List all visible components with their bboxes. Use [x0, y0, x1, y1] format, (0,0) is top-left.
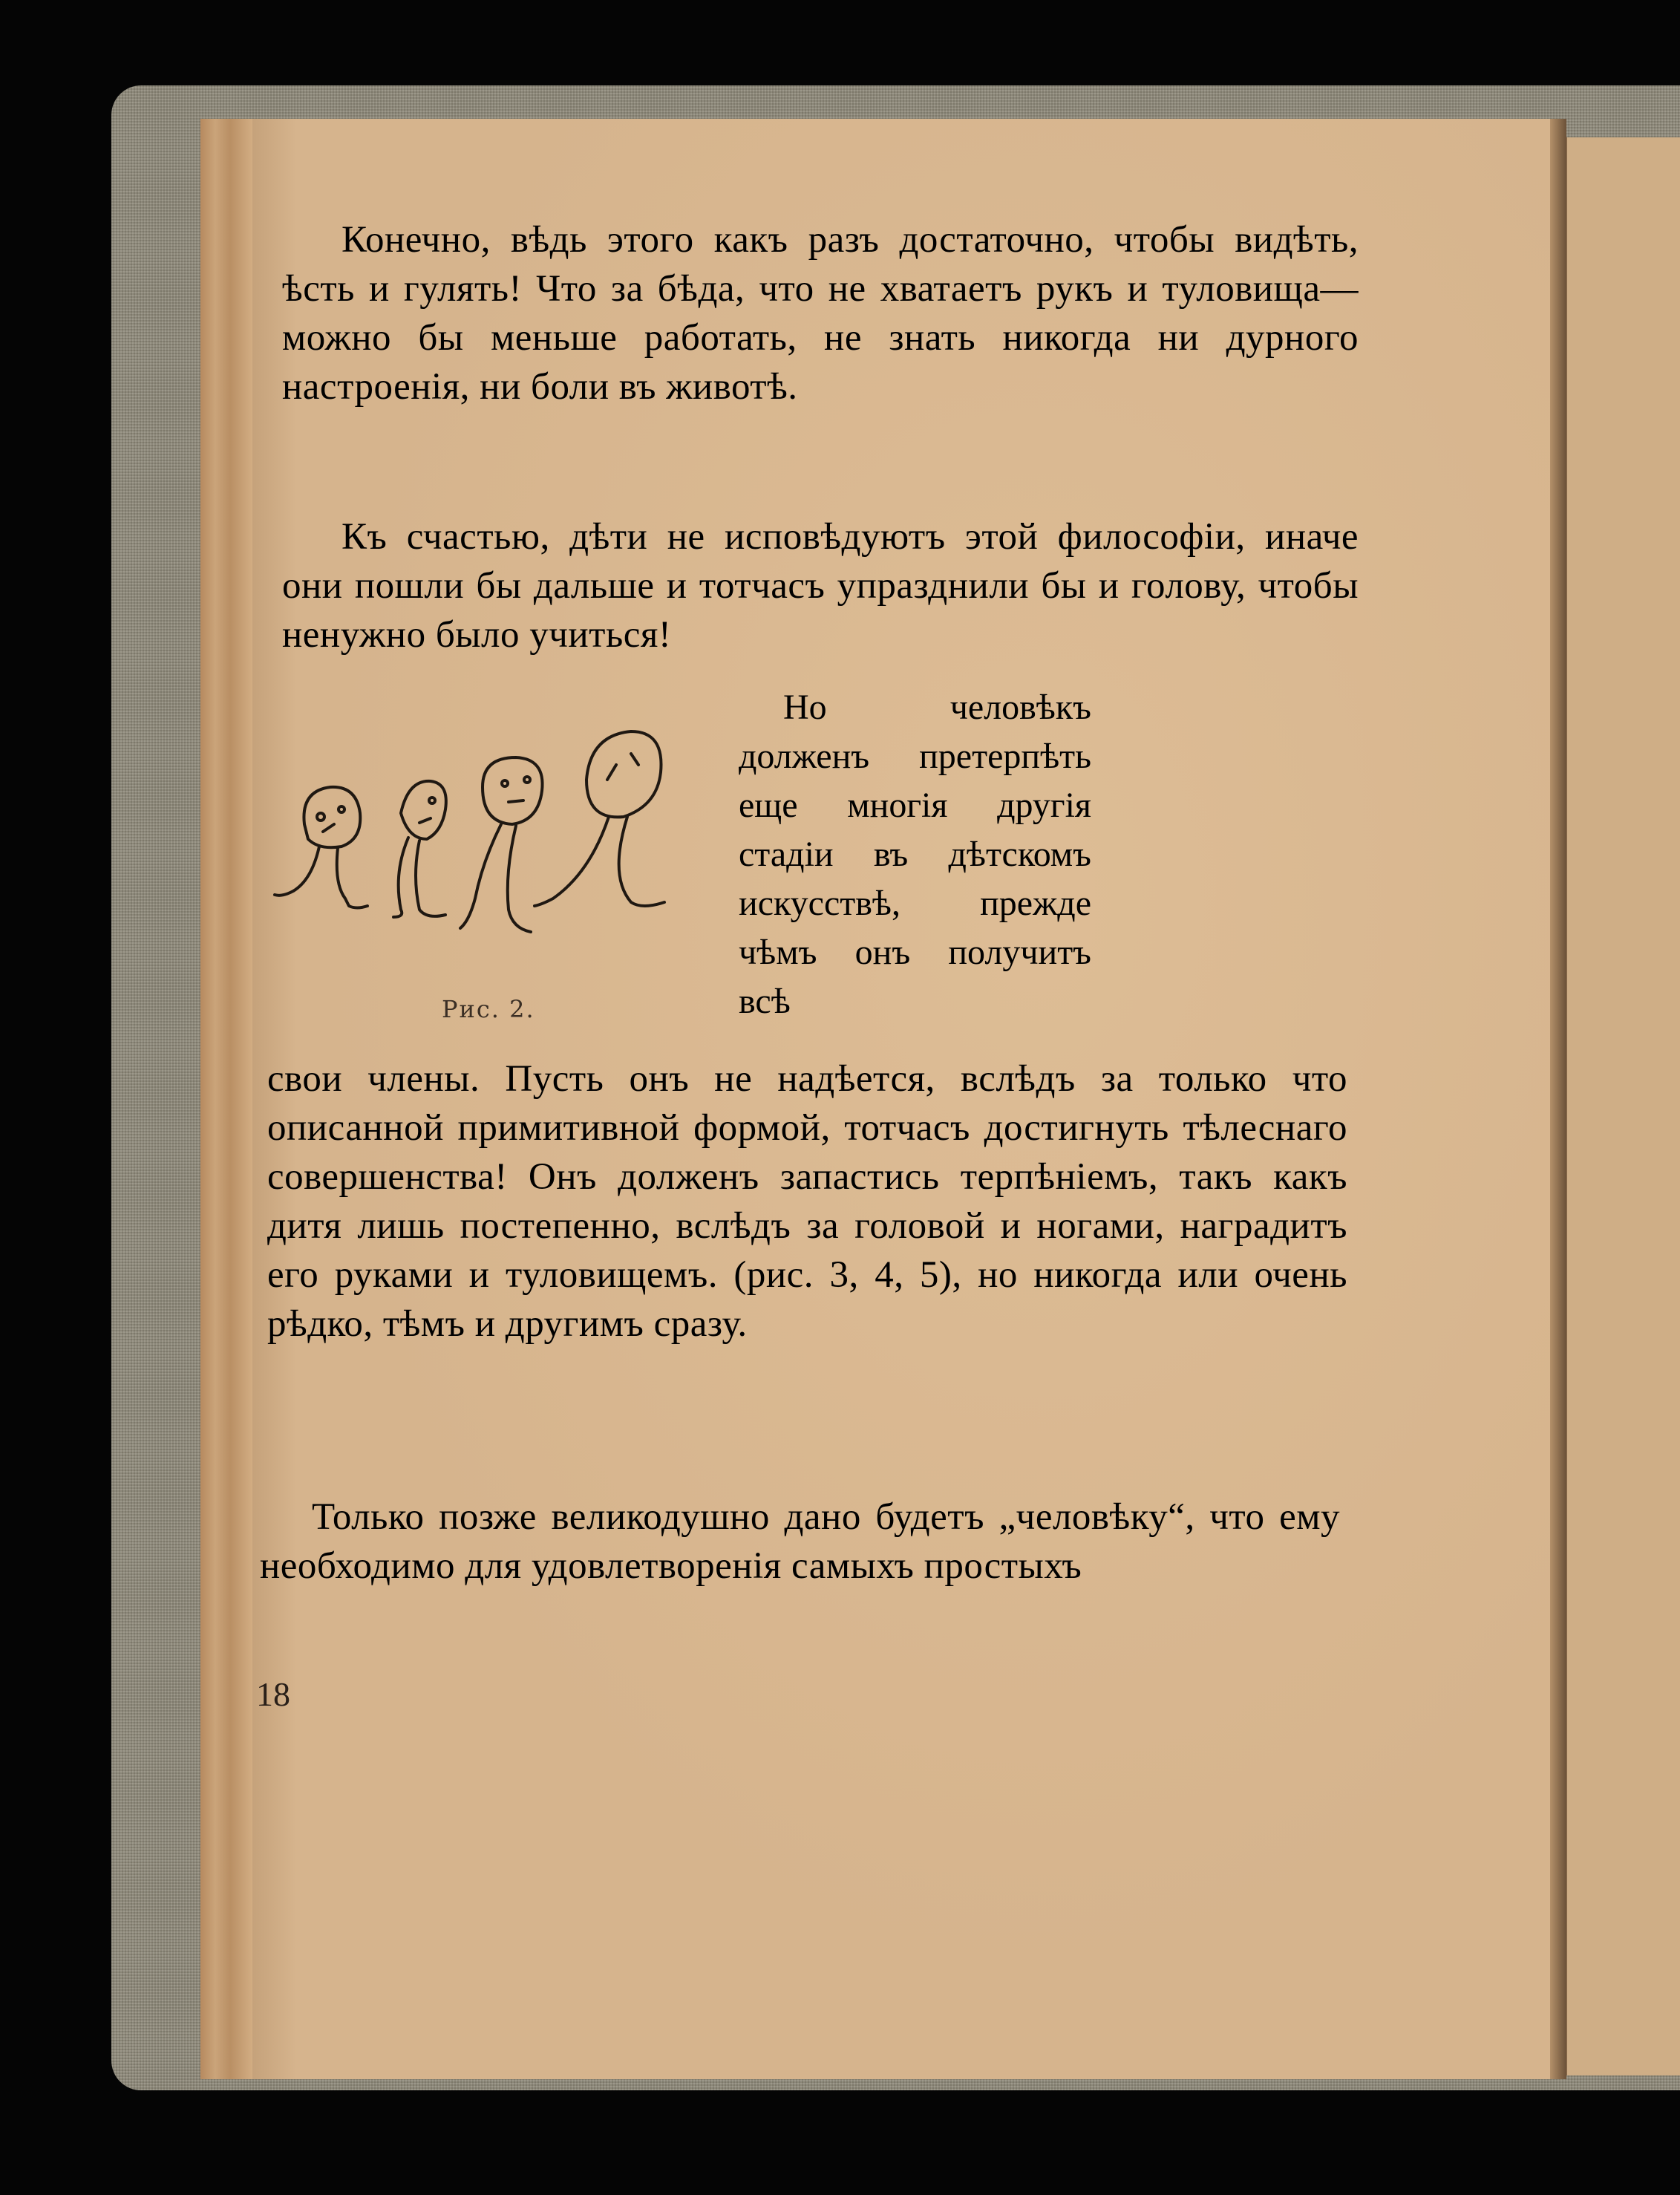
paragraph-2: Къ счастью, дѣти не исповѣдуютъ этой философіи, иначе они пошли бы дальше и тотчасъ упразднили бы и голову, чтобы ненужно было учиться! [282, 516, 1359, 656]
stick-figure-1 [275, 787, 367, 908]
paragraph-3-continued: свои члены. Пусть онъ не надѣется, вслѣдъ за только что описанной примитивной формой, тотчасъ достигнуть тѣлеснаго совершенства! Онъ долженъ запастись терпѣніемъ, такъ какъ дитя лишь постепенно, вслѣдъ за головой и ногами, наградитъ его руками и туловищемъ. (рис. 3, 4, 5), но никогда или очень рѣдко, тѣмъ и другимъ сразу. [267, 1058, 1347, 1345]
page-gutter [1550, 119, 1566, 2079]
paragraph-3-wrapped: Но человѣкъ долженъ претерпѣть еще многія другія стадіи въ дѣтскомъ искусствѣ, прежде чѣмъ онъ получитъ всѣ [739, 688, 1091, 1021]
stick-figure-3 [460, 757, 543, 932]
stick-figure-4 [535, 731, 664, 906]
paragraph-1: Конечно, вѣдь этого какъ разъ достаточно, чтобы видѣть, ѣсть и гулять! Что за бѣда, что не хватаетъ рукъ и туловища—можно бы меньше работать, не знать никогда ни дурного настроенія, ни боли въ животѣ. [282, 219, 1359, 408]
stick-figure-2 [393, 781, 446, 917]
facing-page-edge [1563, 137, 1680, 2075]
figure-caption: Рис. 2. [442, 995, 535, 1023]
page-number: 18 [256, 1675, 290, 1713]
child-drawing-figures [260, 713, 742, 1010]
figure-2-drawing [260, 713, 742, 1010]
paragraph-4: Только позже великодушно дано будетъ „человѣку“, что ему необходимо для удовлетворенія самыхъ простыхъ [260, 1496, 1340, 1587]
